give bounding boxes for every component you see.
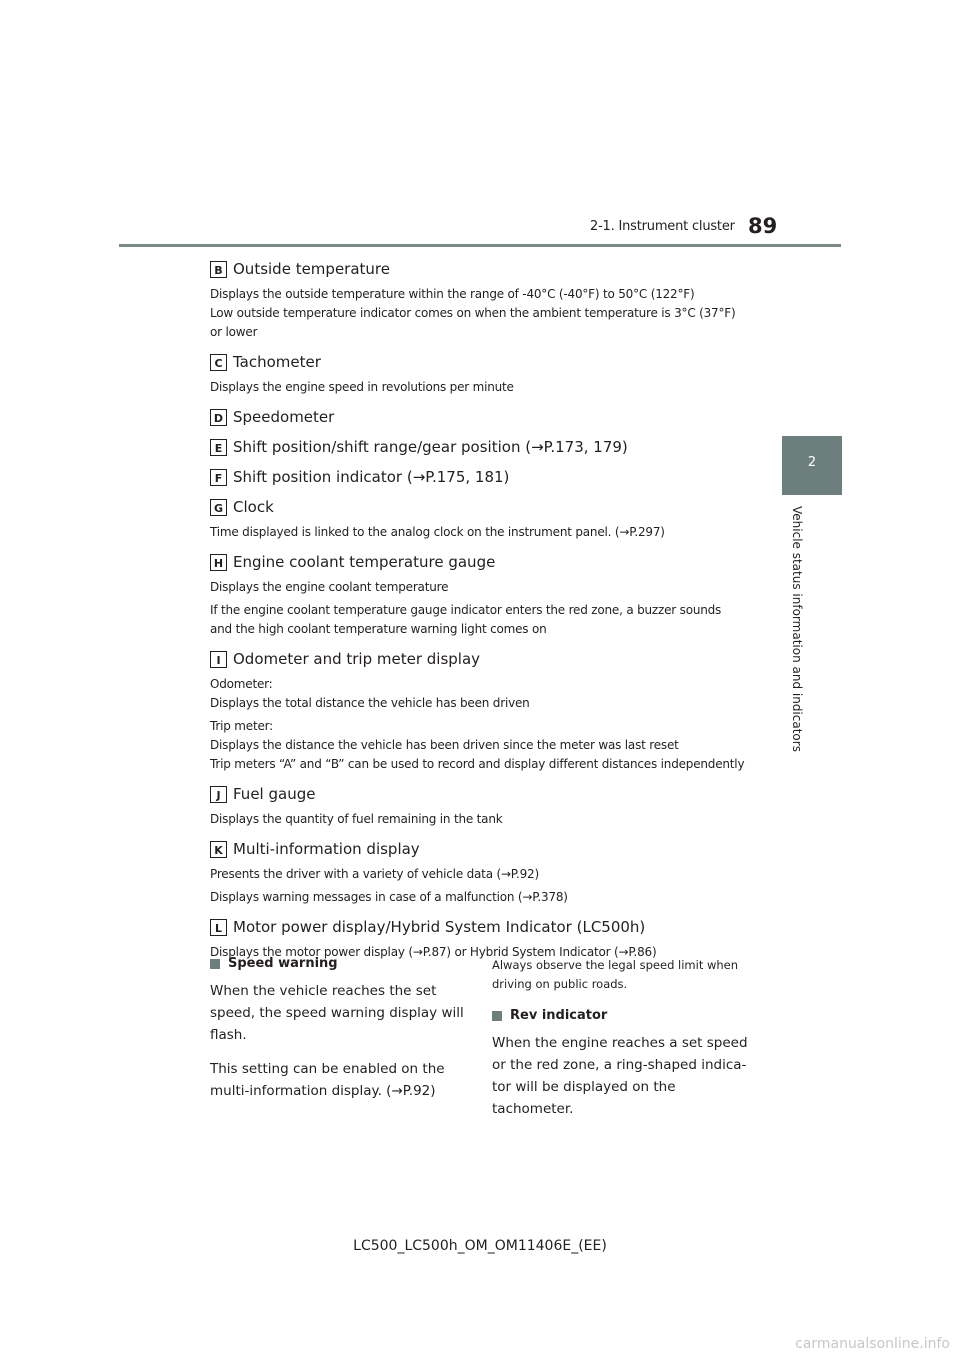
legend-letter-box: L [210, 919, 227, 936]
legend-letter-box: B [210, 261, 227, 278]
legend-item-header [210, 436, 755, 458]
legend-item-title: Multi-information display [233, 840, 420, 858]
legend-item-title: Motor power display/Hybrid System Indicator (LC500h) [233, 918, 646, 936]
legend-item-description: Displays the outside temperature within the range of -40°C (-40°F) to 50°C (122°F) [210, 287, 695, 301]
legend-item-header [210, 406, 755, 428]
legend-item-header [210, 783, 755, 805]
rev-indicator-heading: Rev indicator [492, 1008, 760, 1023]
legend-item-description: Trip meter: [210, 719, 273, 733]
watermark: carmanualsonline.info [795, 1336, 950, 1352]
legend-letter-box: K [210, 841, 227, 858]
chapter-number: 2 [807, 455, 817, 470]
rev-indicator-paragraph: When the engine reaches a set speed or the red zone, a ring-shaped indica- tor will be displayed on the tachometer. [492, 1035, 748, 1117]
legend-item-title: Tachometer [233, 353, 321, 371]
square-bullet-icon [210, 959, 220, 969]
page-header [0, 0, 960, 250]
legend-letter-box: E [210, 439, 227, 456]
legend-item-description: or lower [210, 325, 258, 339]
speed-limit-note: Always observe the legal speed limit when driving on public roads. [492, 958, 739, 991]
legend-item-header [210, 258, 755, 280]
legend-item [210, 838, 755, 907]
square-bullet-icon [492, 1011, 502, 1021]
legend-item-description: Displays warning messages in case of a malfunction (→P.378) [210, 890, 568, 904]
legend-item [210, 466, 755, 488]
legend-item-description: Time displayed is linked to the analog clock on the instrument panel. (→P.297) [210, 525, 665, 539]
legend-item [210, 648, 755, 774]
legend-item-description: Trip meters “A” and “B” can be used to record and display different distances independently [210, 757, 745, 771]
speed-warning-column [210, 956, 470, 1102]
legend-letter-box: D [210, 409, 227, 426]
legend-item-description: If the engine coolant temperature gauge indicator enters the red zone, a buzzer sounds [210, 603, 722, 617]
legend-item-description: Displays the engine speed in revolutions per minute [210, 380, 514, 394]
legend-item [210, 783, 755, 829]
speed-warning-heading: Speed warning [210, 956, 470, 971]
legend-item [210, 496, 755, 542]
legend-item [210, 551, 755, 639]
legend-item-header [210, 351, 755, 373]
legend-letter-box: H [210, 554, 227, 571]
legend-item-description: Presents the driver with a variety of vehicle data (→P.92) [210, 867, 539, 881]
legend-item-header [210, 838, 755, 860]
legend-item-header [210, 551, 755, 573]
legend-item-title: Clock [233, 498, 274, 516]
legend-item-description: Displays the distance the vehicle has been driven since the meter was last reset [210, 738, 679, 752]
legend-item-header [210, 466, 755, 488]
legend-item [210, 258, 755, 342]
legend-item-description: Displays the engine coolant temperature [210, 580, 449, 594]
rev-indicator-column [492, 956, 760, 1120]
legend-item [210, 351, 755, 397]
speed-warning-paragraph: When the vehicle reaches the set speed, the speed warning display will flash. [210, 983, 464, 1043]
legend-item-header [210, 496, 755, 518]
legend-item-title: Odometer and trip meter display [233, 650, 481, 668]
legend-item-description: Displays the motor power display (→P.87) or Hybrid System Indicator (→P.86) [210, 945, 657, 959]
legend-item-description: Displays the total distance the vehicle has been driven [210, 696, 530, 710]
chapter-label: Vehicle status information and indicators [790, 506, 804, 752]
legend-item-title: Fuel gauge [233, 785, 316, 803]
legend-letter-box: G [210, 499, 227, 516]
document-code: LC500_LC500h_OM_OM11406E_(EE) [353, 1238, 607, 1254]
legend-letter-box: F [210, 469, 227, 486]
header-divider [119, 244, 841, 247]
item-list [210, 258, 755, 971]
legend-item-title: Outside temperature [233, 260, 390, 278]
chapter-tab [782, 436, 842, 495]
legend-letter-box: C [210, 354, 227, 371]
legend-item-title: Shift position indicator (→P.175, 181) [233, 468, 510, 486]
legend-letter-box: I [210, 651, 227, 668]
legend-item [210, 406, 755, 428]
legend-item-description: Displays the quantity of fuel remaining in the tank [210, 812, 503, 826]
legend-item-header [210, 916, 755, 938]
legend-item-header [210, 648, 755, 670]
speed-warning-setting: This setting can be enabled on the multi-information display. (→P.92) [210, 1061, 445, 1099]
legend-item-description: Low outside temperature indicator comes on when the ambient temperature is 3°C (37°F) [210, 306, 736, 320]
legend-item [210, 436, 755, 458]
legend-item-description: and the high coolant temperature warning light comes on [210, 622, 547, 636]
page-number: 89 [748, 214, 778, 238]
legend-item-title: Engine coolant temperature gauge [233, 553, 496, 571]
legend-item-description: Odometer: [210, 677, 273, 691]
legend-item-title: Shift position/shift range/gear position (→P.173, 179) [233, 438, 628, 456]
legend-letter-box: J [210, 786, 227, 803]
legend-item-title: Speedometer [233, 408, 335, 426]
section-title: 2-1. Instrument cluster [590, 219, 735, 234]
